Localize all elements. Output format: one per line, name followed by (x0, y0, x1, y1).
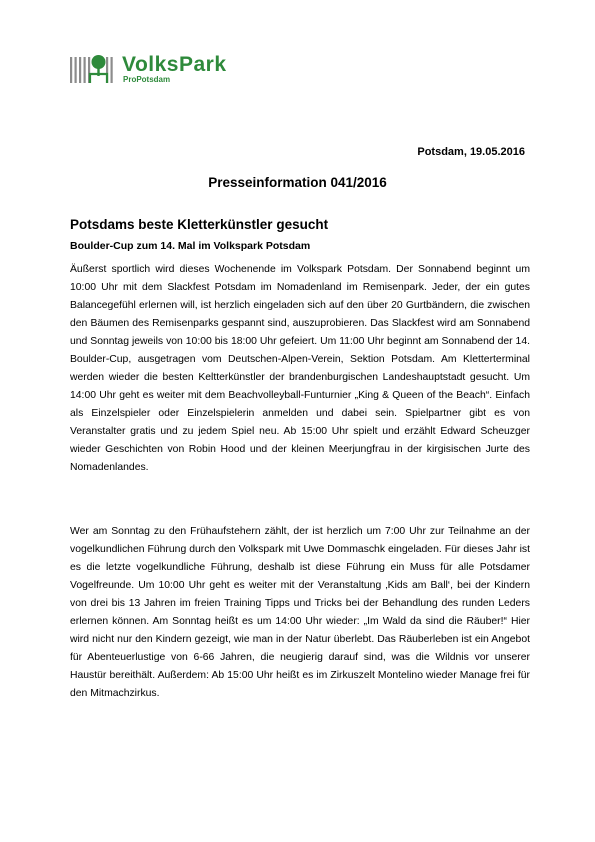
article-headline: Potsdams beste Kletterkünstler gesucht (70, 217, 329, 232)
press-date: Potsdam, 19.05.2016 (417, 146, 525, 158)
logo-subtitle: ProPotsdam (123, 75, 171, 84)
paragraph-1: Äußerst sportlich wird dieses Wochenende im Volkspark Potsdam. Der Sonnabend beginnt um 10:00 Uhr mit dem Slackfest Potsdam im Nomadenland im Remisenpark. Jeder, der ein gutes Balancegefühl erlernen will, ist herzlich eingeladen sich auf den über 20 Gurtbändern, die zwischen den Bäumen des Remisenparks gespannt sind, auszuprobieren. Das Slackfest wird am Sonnabend und Sonntag jeweils von 10:00 bis 18:00 Uhr gefeiert. Um 11:00 Uhr beginnt am Sonnabend der 14. Boulder-Cup, ausgetragen vom Deutschen-Alpen-Verein, Sektion Potsdam. Am Kletterterminal werden wieder die besten Keltterkünstler der brandenburgischen Landeshauptstadt gesucht. Um 14:00 Uhr geht es weiter mit dem Beachvolleyball-Funturnier „King & Queen of the Beach“. Einfach als Einzelspieler oder Einzelspielerin anmelden und dabei sein. Spielpartner gibt es von Veranstalter gratis und zu jedem Spiel neu. Ab 15:00 Uhr spielt und erzählt Edward Scheuzger wieder Geschichten von Robin Hood und der kleinen Meerjungfrau in der kirgisischen Jurte des Nomadenlandes. (70, 264, 530, 473)
logo-name: VolksPark (122, 53, 227, 76)
volkspark-logo-icon (70, 53, 116, 85)
press-release-title: Presseinformation 041/2016 (208, 175, 387, 190)
paragraph-2: Wer am Sonntag zu den Frühaufstehern zählt, der ist herzlich um 7:00 Uhr zur Teilnahme an der vogelkundlichen Führung durch den Volkspark mit Uwe Dommaschk eingeladen. Für dieses Jahr ist es die letzte vogelkundliche Führung, deshalb ist diese Führung ein Muss für alle Potsdamer Vogelfreunde. Um 10:00 Uhr geht es weiter mit der Veranstaltung ‚Kids am Ball‘, bei der Kindern von drei bis 13 Jahren im freien Training Tipps und Tricks bei der Behandlung des runden Leders erlernen können. Am Sonntag heißt es um 14:00 Uhr wieder: „Im Wald da sind die Räuber!“ Hier wird nicht nur den Kindern gezeigt, wie man in der Natur überlebt. Das Räuberleben ist ein Angebot für Abenteuerlustige von 6-66 Jahren, die neugierig darauf sind, was die Wildnis vor unserer Haustür bereithält. Außerdem: Ab 15:00 Uhr heißt es im Zirkuszelt Montelino wieder Manage frei für den Mitmachzirkus. (70, 526, 530, 699)
article-subheadline: Boulder-Cup zum 14. Mal im Volkspark Potsdam (70, 240, 311, 252)
logo-text (122, 53, 227, 84)
volkspark-logo (70, 53, 260, 89)
